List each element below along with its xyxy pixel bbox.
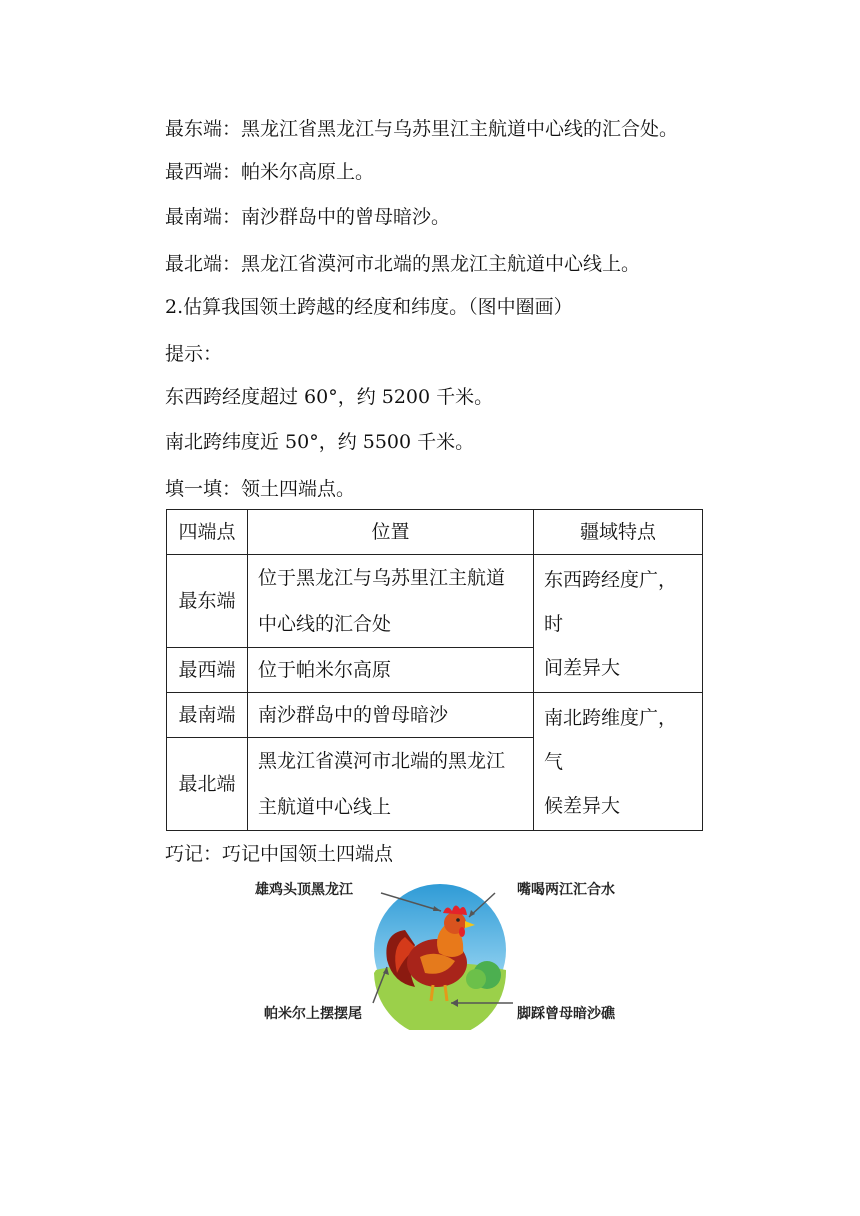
feature-ns-l1: 南北跨维度广，气 — [544, 706, 678, 773]
cell-location-east-l1: 位于黑龙江与乌苏里江主航道 — [258, 567, 506, 589]
cell-point-west: 最西端 — [167, 648, 248, 693]
hint-north-south: 南北跨纬度近 50°，约 5500 千米。 — [165, 431, 475, 453]
cell-point-south: 最南端 — [167, 693, 248, 738]
cell-location-north-l2: 主航道中心线上 — [258, 796, 392, 818]
line-east: 最东端：黑龙江省黑龙江与乌苏里江主航道中心线的汇合处。 — [165, 118, 679, 140]
hint-label: 提示： — [165, 343, 223, 365]
eye — [456, 918, 460, 922]
cell-location-north-l1: 黑龙江省漠河市北端的黑龙江 — [258, 750, 506, 772]
callout-beak: 嘴喝两江汇合水 — [517, 882, 615, 898]
hint-east-west: 东西跨经度超过 60°，约 5200 千米。 — [165, 386, 494, 408]
cell-location-east — [248, 555, 534, 648]
line-north: 最北端：黑龙江省漠河市北端的黑龙江主航道中心线上。 — [165, 253, 641, 275]
cell-location-east-l2: 中心线的汇合处 — [258, 613, 392, 635]
mnemonic-title: 巧记：巧记中国领土四端点 — [165, 843, 394, 865]
feature-ew-l2: 间差异大 — [544, 656, 621, 679]
callout-feet: 脚踩曾母暗沙礁 — [517, 1006, 615, 1022]
line-west: 最西端：帕米尔高原上。 — [165, 161, 375, 183]
fill-in-title: 填一填：领土四端点。 — [165, 478, 356, 500]
cell-location-south: 南沙群岛中的曾母暗沙 — [248, 693, 534, 738]
header-point: 四端点 — [167, 510, 248, 555]
cell-feature-east-west — [534, 555, 703, 693]
rooster-mnemonic-figure — [255, 875, 645, 1030]
header-feature: 疆域特点 — [534, 510, 703, 555]
cell-location-north — [248, 738, 534, 831]
line-south: 最南端：南沙群岛中的曾母暗沙。 — [165, 206, 451, 228]
table-row — [167, 693, 703, 738]
callout-head: 雄鸡头顶黑龙江 — [255, 882, 353, 898]
cell-point-east: 最东端 — [167, 555, 248, 648]
feature-ew-l1: 东西跨经度广，时 — [544, 568, 678, 635]
table-row — [167, 555, 703, 648]
header-location: 位置 — [248, 510, 534, 555]
wattle — [459, 927, 465, 937]
cell-point-north: 最北端 — [167, 738, 248, 831]
callout-tail: 帕米尔上摆摆尾 — [264, 1006, 362, 1022]
cell-location-west: 位于帕米尔高原 — [248, 648, 534, 693]
cell-feature-north-south — [534, 693, 703, 831]
extreme-points-table — [166, 509, 703, 831]
question-2: 2.估算我国领土跨越的经度和纬度。（图中圈画） — [165, 296, 573, 318]
feature-ns-l2: 候差异大 — [544, 794, 621, 817]
table-header-row — [167, 510, 703, 555]
